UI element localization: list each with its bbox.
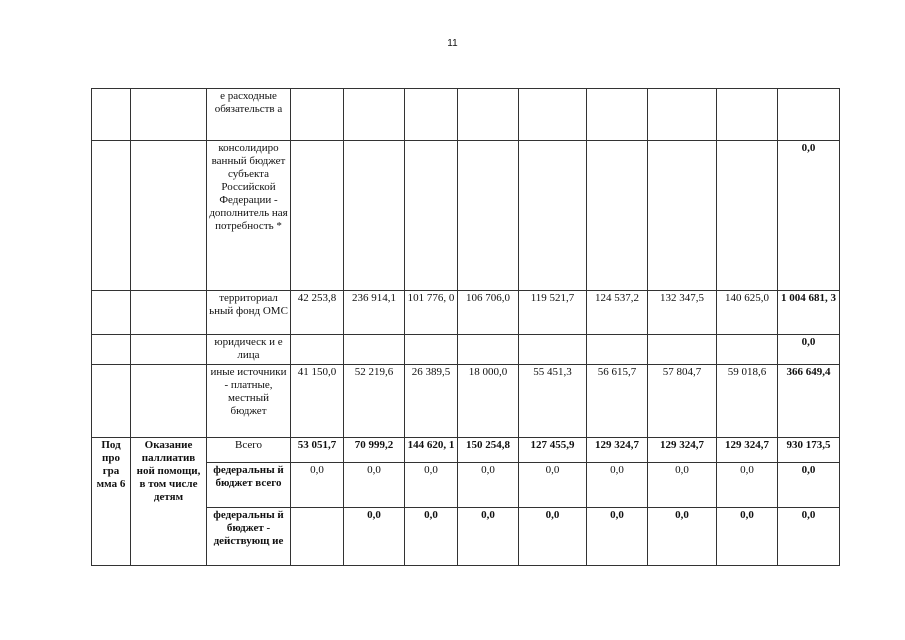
total-cell: 1 004 681, 3 <box>778 291 840 335</box>
value-cell: 0,0 <box>344 463 405 508</box>
table-row <box>92 335 840 365</box>
value-cell <box>405 89 458 141</box>
value-cell <box>458 141 519 291</box>
value-cell <box>405 335 458 365</box>
value-cell: 0,0 <box>717 463 778 508</box>
value-cell: 56 615,7 <box>587 365 648 438</box>
value-cell: 140 625,0 <box>717 291 778 335</box>
value-cell <box>519 335 587 365</box>
name-cell-empty <box>131 291 207 335</box>
total-cell: 0,0 <box>778 463 840 508</box>
source-cell: территориал ьный фонд ОМС <box>207 291 291 335</box>
value-cell: 0,0 <box>717 508 778 566</box>
total-cell: 366 649,4 <box>778 365 840 438</box>
program-cell-empty <box>92 141 131 291</box>
value-cell: 106 706,0 <box>458 291 519 335</box>
table-row <box>92 141 840 291</box>
program-cell-empty <box>92 335 131 365</box>
total-cell: 0,0 <box>778 141 840 291</box>
value-cell: 42 253,8 <box>291 291 344 335</box>
total-cell <box>778 89 840 141</box>
value-cell <box>717 89 778 141</box>
value-cell <box>519 89 587 141</box>
value-cell: 0,0 <box>344 508 405 566</box>
value-cell: 0,0 <box>405 463 458 508</box>
value-cell <box>587 335 648 365</box>
value-cell: 119 521,7 <box>519 291 587 335</box>
value-cell: 124 537,2 <box>587 291 648 335</box>
value-cell: 0,0 <box>458 463 519 508</box>
value-cell: 144 620, 1 <box>405 438 458 463</box>
value-cell: 0,0 <box>519 463 587 508</box>
value-cell: 52 219,6 <box>344 365 405 438</box>
table-row <box>92 291 840 335</box>
value-cell: 101 776, 0 <box>405 291 458 335</box>
value-cell: 18 000,0 <box>458 365 519 438</box>
source-cell: консолидиро ванный бюджет субъекта Российской Федерации - дополнитель ная потребность * <box>207 141 291 291</box>
value-cell: 236 914,1 <box>344 291 405 335</box>
value-cell: 129 324,7 <box>587 438 648 463</box>
value-cell <box>291 89 344 141</box>
value-cell: 0,0 <box>587 463 648 508</box>
value-cell <box>405 141 458 291</box>
value-cell: 0,0 <box>587 508 648 566</box>
value-cell <box>648 335 717 365</box>
subprogram-name: Оказание паллиатив ной помощи, в том числе детям <box>131 438 207 566</box>
value-cell <box>648 89 717 141</box>
value-cell <box>458 89 519 141</box>
value-cell <box>291 508 344 566</box>
value-cell <box>344 141 405 291</box>
value-cell: 0,0 <box>648 463 717 508</box>
value-cell <box>344 89 405 141</box>
total-cell: 0,0 <box>778 508 840 566</box>
value-cell <box>519 141 587 291</box>
value-cell: 0,0 <box>648 508 717 566</box>
value-cell: 127 455,9 <box>519 438 587 463</box>
table-row <box>92 365 840 438</box>
source-cell: иные источники - платные, местный бюджет <box>207 365 291 438</box>
source-cell: Всего <box>207 438 291 463</box>
value-cell <box>587 89 648 141</box>
total-cell: 0,0 <box>778 335 840 365</box>
subprogram-label: Под про гра мма 6 <box>92 438 131 566</box>
name-cell-empty <box>131 89 207 141</box>
table-row <box>92 438 840 463</box>
total-cell: 930 173,5 <box>778 438 840 463</box>
program-cell-empty <box>92 365 131 438</box>
name-cell-empty <box>131 335 207 365</box>
value-cell <box>291 335 344 365</box>
program-cell-empty <box>92 89 131 141</box>
value-cell: 57 804,7 <box>648 365 717 438</box>
value-cell: 41 150,0 <box>291 365 344 438</box>
page-number: 11 <box>447 38 458 49</box>
value-cell: 129 324,7 <box>648 438 717 463</box>
value-cell: 0,0 <box>458 508 519 566</box>
value-cell <box>717 335 778 365</box>
name-cell-empty <box>131 141 207 291</box>
value-cell: 132 347,5 <box>648 291 717 335</box>
value-cell: 53 051,7 <box>291 438 344 463</box>
value-cell: 0,0 <box>291 463 344 508</box>
value-cell: 129 324,7 <box>717 438 778 463</box>
name-cell-empty <box>131 365 207 438</box>
value-cell: 55 451,3 <box>519 365 587 438</box>
value-cell <box>648 141 717 291</box>
value-cell: 70 999,2 <box>344 438 405 463</box>
value-cell: 0,0 <box>405 508 458 566</box>
value-cell <box>291 141 344 291</box>
table-row <box>92 89 840 141</box>
value-cell: 150 254,8 <box>458 438 519 463</box>
budget-table <box>91 88 840 566</box>
value-cell: 59 018,6 <box>717 365 778 438</box>
source-cell: федеральны й бюджет - действующ ие <box>207 508 291 566</box>
value-cell <box>458 335 519 365</box>
value-cell: 0,0 <box>519 508 587 566</box>
source-cell: юридическ и е лица <box>207 335 291 365</box>
value-cell <box>717 141 778 291</box>
source-cell: федеральны й бюджет всего <box>207 463 291 508</box>
value-cell: 26 389,5 <box>405 365 458 438</box>
source-cell: е расходные обязательств а <box>207 89 291 141</box>
program-cell-empty <box>92 291 131 335</box>
value-cell <box>587 141 648 291</box>
value-cell <box>344 335 405 365</box>
